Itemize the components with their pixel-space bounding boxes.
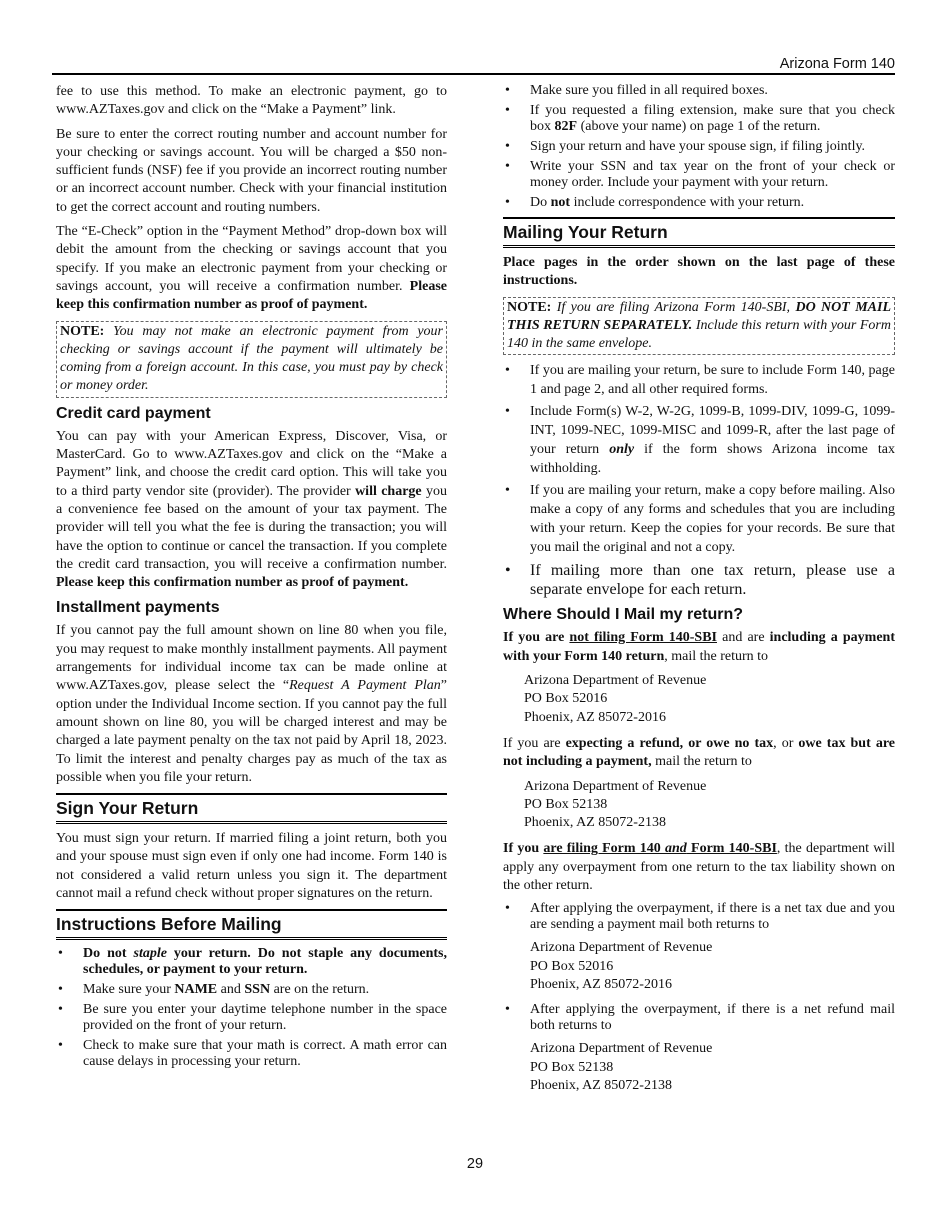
r5-b: not <box>550 195 571 210</box>
inst-text-b: Request A Payment Plan <box>289 678 441 694</box>
list-item: • Be sure you enter your daytime telephone number in the space provided on the front of your return. <box>56 1002 447 1034</box>
page-order-text <box>503 254 895 291</box>
address-block <box>524 778 895 833</box>
where-para-1 <box>503 629 895 666</box>
b2-a: Make sure your <box>83 982 175 998</box>
r5-a: Do <box>530 195 551 210</box>
mailing-list-large <box>503 561 895 599</box>
w3-c: and <box>665 841 687 857</box>
w3-e: , the department will apply any overpayment from one return to the tax liability shown on the other return. <box>503 841 895 894</box>
address-line: Phoenix, AZ 85072-2016 <box>530 976 672 992</box>
list-item <box>56 982 447 998</box>
installment-heading: Installment payments <box>56 599 220 617</box>
w3-b: are filing Form 140 <box>543 841 665 857</box>
b2-c: and <box>217 982 245 998</box>
list-item: • If mailing more than one tax return, please use a separate envelope for each return. <box>503 561 895 599</box>
m2-b: only <box>609 442 635 458</box>
page-number: 29 <box>466 1156 484 1172</box>
before-mailing-list <box>56 946 447 1070</box>
note-label: NOTE: <box>60 323 105 339</box>
where-para-2 <box>503 735 895 772</box>
m2-a: Include Form(s) W-2, W-2G, 1099-B, 1099-DIV, 1099-G, 1099-INT, 1099-NEC, 1099-MISC and 1099-R, after the last page of your return <box>530 404 895 458</box>
list-item: • If you are mailing your return, be sure to include Form 140, page 1 and page 2, and all other required forms. <box>503 361 895 399</box>
echeck-text: The “E-Check” option in the “Payment Method” drop-down box will debit the amount from the checking or savings account that you specify. If you make an electronic payment from your checking or savings account, you will receive a confirmation number. <box>56 224 447 294</box>
list-item <box>503 103 895 135</box>
installment-paragraph <box>56 622 447 787</box>
w3-a: If you <box>503 841 544 857</box>
address-block <box>524 672 895 727</box>
w1-d: including a payment with your Form 140 return <box>503 630 896 664</box>
list-item <box>56 946 447 978</box>
sbi-note <box>503 297 895 356</box>
list-item: • Write your SSN and tax year on the front of your check or money order. Include your payment with your return. <box>503 159 895 191</box>
o1-text: After applying the overpayment, if there is a net tax due and you are sending a payment mail both returns to <box>530 901 895 933</box>
cc-text-d: Please keep this confirmation number as proof of payment. <box>56 575 409 591</box>
list-item: • Make sure you filled in all required boxes. <box>503 83 895 99</box>
form-title: Arizona Form 140 <box>779 56 895 72</box>
before-mailing-heading: Instructions Before Mailing <box>56 909 447 940</box>
sign-paragraph: You must sign your return. If married filing a joint return, both you and your spouse must sign even if only one had income. Form 140 is not considered a valid return unless you sign it. The department cannot mail a refund check without proper signatures on the return. <box>56 831 447 901</box>
address-line: PO Box 52016 <box>530 958 614 974</box>
b2-e: are on the return. <box>270 982 370 998</box>
where-heading: Where Should I Mail my return? <box>503 606 744 624</box>
note-a: If you are filing Arizona Form 140-SBI, <box>551 299 796 315</box>
r2-b: 82F <box>554 119 578 134</box>
left-column <box>56 83 447 1074</box>
w1-e: , mail the return to <box>664 648 769 664</box>
inst-text-a: If you cannot pay the full amount shown on line 80 when you file, you may request to make monthly installment payments. All payment arrangements for individual income tax can be made online at www.AZTaxes.gov, please select the “ <box>56 623 447 694</box>
r2-a: If you requested a filing extension, make sure that you check box <box>530 103 895 134</box>
right-column <box>503 83 895 1103</box>
list-item <box>503 402 895 478</box>
w3-d: Form 140-SBI <box>686 841 777 857</box>
w1-c: and are <box>717 630 770 646</box>
w2-e: mail the return to <box>651 754 752 770</box>
checklist <box>503 83 895 211</box>
inst-text-c: ” option under the Individual Income section. If you cannot pay the full amount shown on line 80, you will be charged interest and may be charged a late payment penalty on the tax not paid by April 18, 2023. To limit the interest and penalty charges pay as much of the tax as possible when you file your return. <box>56 678 447 785</box>
note-b: DO NOT MAIL THIS RETURN SEPARATELY. <box>507 299 891 333</box>
note-text: You may not make an electronic payment from your checking or savings account if the payment will ultimately be coming from a foreign account. In this case, you must pay by check or money order. <box>60 323 443 394</box>
cc-text-a: You can pay with your American Express, Discover, Visa, or MasterCard. Go to www.AZTaxes.gov and click on the “Make a Payment” link, and choose the credit card option. This will take you to a third party vendor site (provider). The provider <box>56 428 447 499</box>
list-item: • If you are mailing your return, make a copy before mailing. Also make a copy of any forms and schedules that you are including with your return. Keep the copies for your records. Be sure that you mail the original and not a copy. <box>503 481 895 557</box>
w2-a: If you are <box>503 735 566 751</box>
b2-d: SSN <box>244 982 271 998</box>
o2-text: After applying the overpayment, if there is a net refund mail both returns to <box>530 1002 895 1034</box>
mailing-list <box>503 361 895 557</box>
address-line: PO Box 52138 <box>530 1059 614 1075</box>
r5-c: include correspondence with your return. <box>570 195 805 210</box>
w1-a: If you are <box>503 630 570 646</box>
overpayment-list <box>503 901 895 1095</box>
address-line: Arizona Department of Revenue <box>524 673 707 689</box>
w2-d: owe tax but are not including a payment, <box>503 735 895 770</box>
epay-paragraph: fee to use this method. To make an electronic payment, go to www.AZTaxes.gov and click on the “Make a Payment” link. <box>56 84 447 118</box>
b1-c: your return. Do not staple any documents, schedules, or payment to your return. <box>83 946 447 978</box>
address-line: Phoenix, AZ 85072-2138 <box>524 815 666 831</box>
list-item: • Sign your return and have your spouse sign, if filing jointly. <box>503 139 895 155</box>
sign-heading: Sign Your Return <box>56 793 447 824</box>
w2-b: expecting a refund, or owe no tax <box>565 735 774 751</box>
cc-text-b: will charge <box>355 483 422 499</box>
w2-c: , or <box>773 735 799 751</box>
b1-a: Do not <box>83 946 134 962</box>
routing-paragraph: Be sure to enter the correct routing number and account number for your checking or savings account. You will be charged a $50 non-sufficient funds (NSF) fee if you provide an incorrect routing number or an incorrect account number. Check with your financial institution to get the correct account and routing numbers. <box>56 126 447 215</box>
order-bold: Place pages in the order shown on the last page of these instructions. <box>503 255 895 289</box>
address-block <box>530 939 895 994</box>
m2-c: if the form shows Arizona income tax withholding. <box>530 442 895 477</box>
credit-card-paragraph <box>56 428 447 593</box>
cc-text-c: you a convenience fee based on the amount of your tax payment. The provider will tell you what the fee is during the transaction; you will have the option to continue or cancel the transaction. If you complete the credit card transaction, you will receive a confirmation number. <box>56 483 447 572</box>
note-label: NOTE: <box>507 299 552 315</box>
echeck-bold: Please keep this confirmation number as proof of payment. <box>56 278 447 313</box>
note-c: Include this return with your Form 140 in the same envelope. <box>507 317 891 352</box>
address-line: Arizona Department of Revenue <box>530 1041 713 1057</box>
list-item <box>503 195 895 211</box>
list-item <box>503 901 895 994</box>
address-line: Arizona Department of Revenue <box>530 940 713 956</box>
b2-b: NAME <box>174 982 218 998</box>
b1-b: staple <box>133 946 167 962</box>
mailing-heading: Mailing Your Return <box>503 217 895 248</box>
r2-c: (above your name) on page 1 of the return. <box>577 119 821 134</box>
header-rule <box>52 73 895 75</box>
address-line: PO Box 52016 <box>524 691 608 707</box>
w1-b: not filing Form 140-SBI <box>569 630 717 646</box>
echeck-paragraph <box>56 223 447 314</box>
address-block <box>530 1040 895 1095</box>
address-line: Phoenix, AZ 85072-2016 <box>524 709 666 725</box>
credit-card-heading: Credit card payment <box>56 404 211 422</box>
foreign-account-note <box>56 321 447 398</box>
address-line: PO Box 52138 <box>524 796 608 812</box>
list-item <box>503 1002 895 1095</box>
address-line: Phoenix, AZ 85072-2138 <box>530 1077 672 1093</box>
address-line: Arizona Department of Revenue <box>524 778 707 794</box>
where-para-3 <box>503 840 895 895</box>
list-item: • Check to make sure that your math is correct. A math error can cause delays in processing your return. <box>56 1038 447 1070</box>
